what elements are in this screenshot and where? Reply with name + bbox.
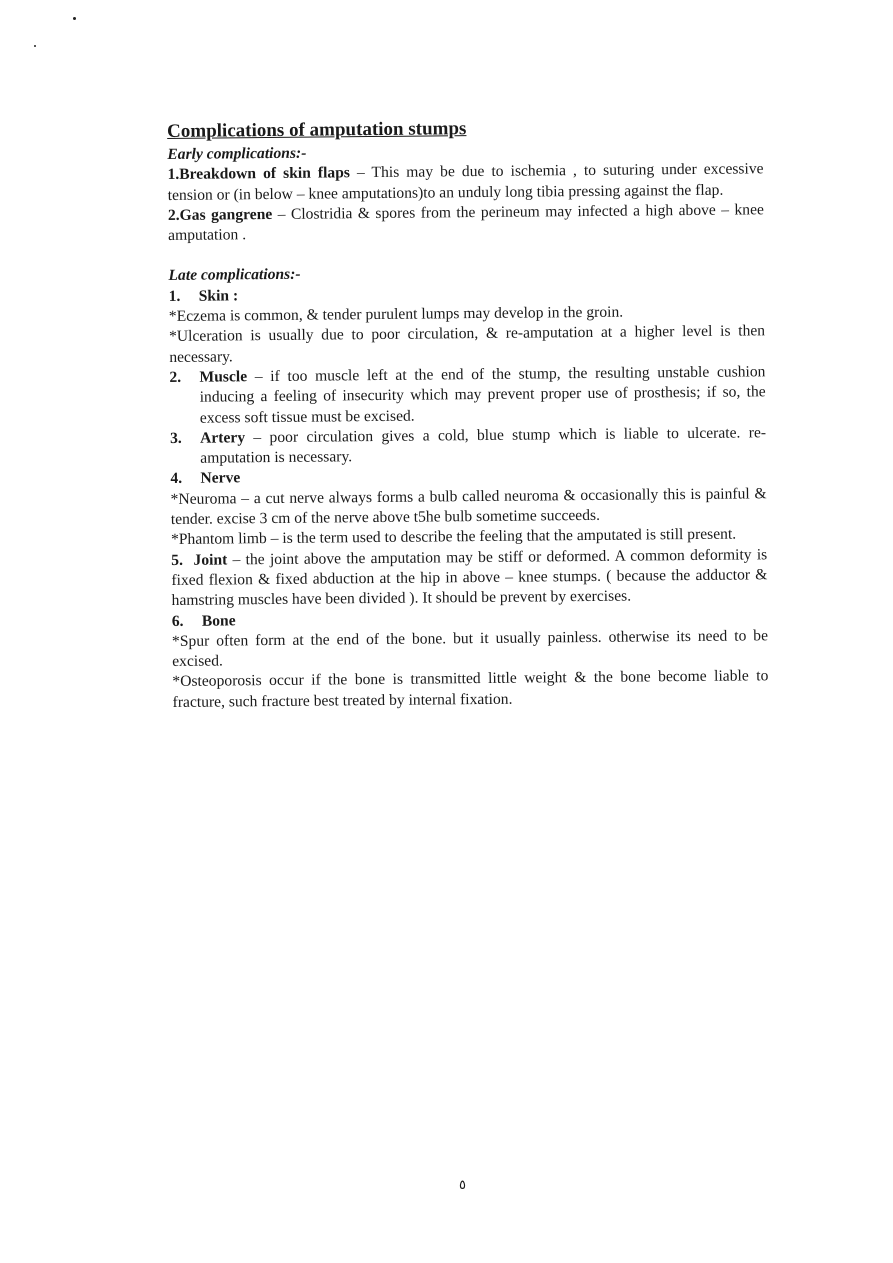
late-skin-heading: 1. Skin : — [168, 287, 239, 305]
nerve-bullet-neuroma: *Neuroma – a cut nerve always forms a bulb called neuroma & occasionally this is painful & tender. excise 3 cm of the nerve above t5he bulb sometime succeeds. — [170, 485, 767, 529]
late-artery-item: 3. Artery – poor circulation gives a cold, blue stump which is liable to ulcerate. re- amputation is necessary. — [169, 424, 767, 467]
scan-speck — [73, 17, 76, 20]
early-item-text: – This may be due to ischemia , to suturing under excessive tension or (in below – knee amputations)to an unduly long tibia pressing against the flap. — [167, 160, 764, 204]
early-item-gas-gangrene — [168, 200, 764, 246]
late-bone-heading: 6. Bone — [171, 611, 236, 630]
skin-bullet-eczema: *Eczema is common, & tender purulent lumps may develop in the groin. — [168, 303, 624, 326]
skin-bullet-ulceration: *Ulceration is usually due to poor circulation, & re-amputation at a higher level is then necessary. — [169, 322, 766, 366]
early-item-skin-flaps — [167, 160, 763, 206]
late-nerve-heading: 4. Nerve — [170, 469, 241, 488]
document-body — [167, 114, 769, 713]
bone-bullet-osteoporosis: *Osteoporosis occur if the bone is transmitted little weight & the bone become liable to fracture, such fracture best treated by internal fixation. — [172, 667, 769, 711]
late-muscle-item: 2. Muscle – if too muscle left at the end of the stump, the resulting unstable cushion inducing a feeling of insecurity which may prevent proper use of prosthesis; if so, the excess soft tissue must be excised. — [169, 363, 766, 427]
early-complications-heading: Early complications:- — [167, 144, 307, 163]
early-item-text: – Clostridia & spores from the perineum may infected a high above – knee amputation . — [168, 201, 764, 245]
scan-speck — [34, 45, 36, 47]
bone-bullet-spur: *Spur often form at the end of the bone. but it usually painless. otherwise its need to be excised. — [171, 627, 769, 671]
late-complications-heading: Late complications:- — [168, 266, 301, 285]
early-item-label: 2.Gas gangrene — [167, 205, 273, 224]
late-joint-item: 5. Joint – the joint above the amputation may be stiff or deformed. A common deformity is fixed flexion & fixed abduction at the hip in above – knee stumps. ( because the adductor & hamstring muscles have been divided ). It should be prevent by exercises. — [171, 545, 768, 610]
nerve-bullet-phantom-limb: *Phantom limb – is the term used to describe the feeling that the amputated is still present. — [170, 525, 737, 549]
page-number: ٥ — [459, 1178, 466, 1193]
early-item-label: 1.Breakdown of skin flaps — [167, 164, 351, 184]
page-title: Complications of amputation stumps — [167, 118, 467, 142]
